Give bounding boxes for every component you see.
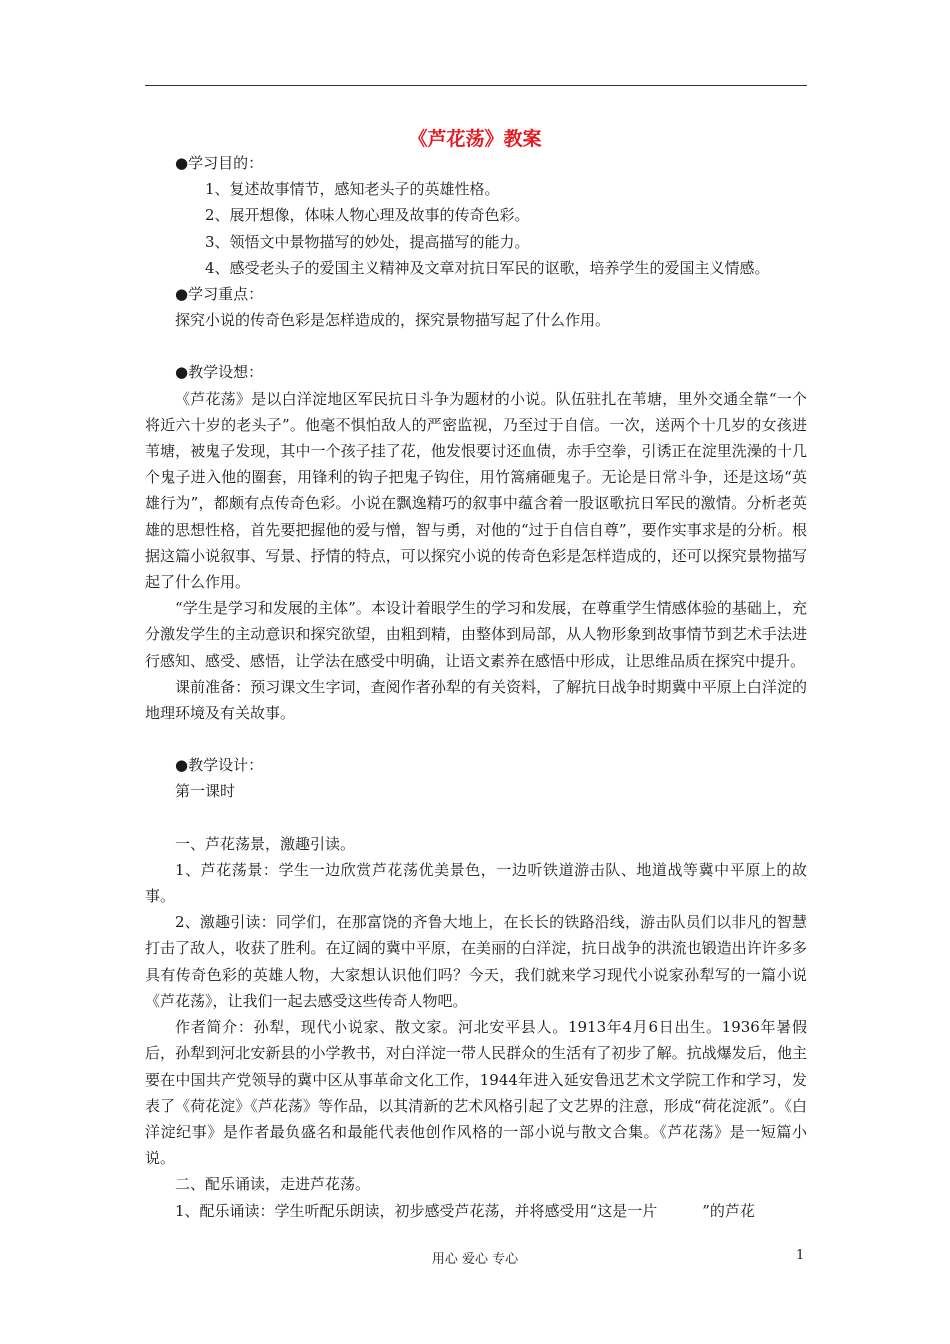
step-heading-2: 二、配乐诵读，走进芦花荡。 <box>175 1175 371 1194</box>
author-introduction: 作者简介：孙犁，现代小说家、散文家。河北安平县人。1913年4月6日出生。1936年暑假后，孙犁到河北安新县的小学教书，对白洋淀一带人民群众的生活有了初步了解。抗战爆发后，他主要在中国共产党领导的冀中区从事革命文化工作，1944年进入延安鲁迅艺术文学院工作和学习，发表了《荷花淀》《芦花荡》等作品，以其清新的艺术风格引起了文艺界的注意，形成“荷花淀派”。《白洋淀纪事》是作者最负盛名和最能代表他创作风格的一部小说与散文合集。《芦花荡》是一短篇小说。 <box>145 1018 807 1168</box>
header-rule <box>145 85 807 86</box>
step-heading-1: 一、芦花荡景，激趣引读。 <box>175 834 356 853</box>
step-2-item-1: 1、配乐诵读：学生听配乐朗读，初步感受芦花荡，并将感受用“这是一片 ”的芦花 <box>175 1201 755 1220</box>
objective-item-4: 4、感受老头子的爱国主义精神及文章对抗日军民的讴歌，培养学生的爱国主义情感。 <box>205 258 770 277</box>
page-number: 1 <box>796 1248 805 1263</box>
objective-item-1: 1、复述故事情节，感知老头子的英雄性格。 <box>205 180 500 199</box>
pre-class-preparation: 课前准备：预习课文生字词，查阅作者孙犁的有关资料，了解抗日战争时期冀中平原上白洋淀的地理环境及有关故事。 <box>145 677 807 723</box>
lesson-period-label: 第一课时 <box>175 782 236 801</box>
spacer <box>145 726 807 752</box>
step-1-item-2: 2、激趣引读：同学们，在那富饶的齐鲁大地上，在长长的铁路沿线，游击队员们以非凡的智慧打击了敌人，收获了胜利。在辽阔的冀中平原，在美丽的白洋淀，抗日战争的洪流也锻造出许许多多具有传奇色彩的英雄人物，大家想认识他们吗？今天，我们就来学习现代小说家孙犁写的一篇小说《芦花荡》，让我们一起去感受这些传奇人物吧。 <box>145 913 807 1010</box>
teaching-idea-paragraph-1: 《芦花荡》是以白洋淀地区军民抗日斗争为题材的小说。队伍驻扎在苇塘，里外交通全靠“一个将近六十岁的老头子”。他毫不惧怕敌人的严密监视，乃至过于自信。一次，送两个十几岁的女孩进苇塘，被鬼子发现，其中一个孩子挂了花，他发恨要讨还血债，赤手空拳，引诱正在淀里洗澡的十几个鬼子进入他的圈套，用锋利的钩子把鬼子钩住，用竹篙痛砸鬼子。无论是日常斗争，还是这场“英雄行为”，都颇有点传奇色彩。小说在飘逸精巧的叙事中蕴含着一股讴歌抗日军民的激情。分析老英雄的思想性格，首先要把握他的爱与憎，智与勇，对他的“过于自信自尊”，要作实事求是的分析。根据这篇小说叙事、写景、抒情的特点，可以探究小说的传奇色彩是怎样造成的，还可以探究景物描写起了什么作用。 <box>145 389 807 592</box>
objective-item-3: 3、领悟文中景物描写的妙处，提高描写的能力。 <box>205 232 530 251</box>
objective-item-2: 2、展开想像，体味人物心理及故事的传奇色彩。 <box>205 206 530 225</box>
section-heading-objectives: ●学习目的： <box>175 154 264 172</box>
spacer <box>145 333 807 359</box>
teaching-idea-paragraph-2: “学生是学习和发展的主体”。本设计着眼学生的学习和发展，在尊重学生情感体验的基础上，充分激发学生的主动意识和探究欲望，由粗到精，由整体到局部，从人物形象到故事情节到艺术手法进行感知、感受、感悟，让学法在感受中明确，让语文素养在感悟中形成，让思维品质在探究中提升。 <box>145 599 807 670</box>
section-heading-teaching-idea: ●教学设想： <box>175 363 264 382</box>
section-heading-teaching-design: ●教学设计： <box>175 756 264 775</box>
document-title: 《芦花荡》教案 <box>408 128 542 150</box>
page-footer: 用心 爱心 专心 <box>431 1252 519 1267</box>
step-1-item-1: 1、芦花荡景：学生一边欣赏芦花荡优美景色，一边听铁道游击队、地道战等冀中平原上的故事。 <box>145 860 807 906</box>
section-heading-key-points: ●学习重点： <box>175 285 264 304</box>
document-body <box>145 150 807 1224</box>
key-points-text: 探究小说的传奇色彩是怎样造成的，探究景物描写起了什么作用。 <box>175 311 611 330</box>
spacer <box>145 805 807 831</box>
